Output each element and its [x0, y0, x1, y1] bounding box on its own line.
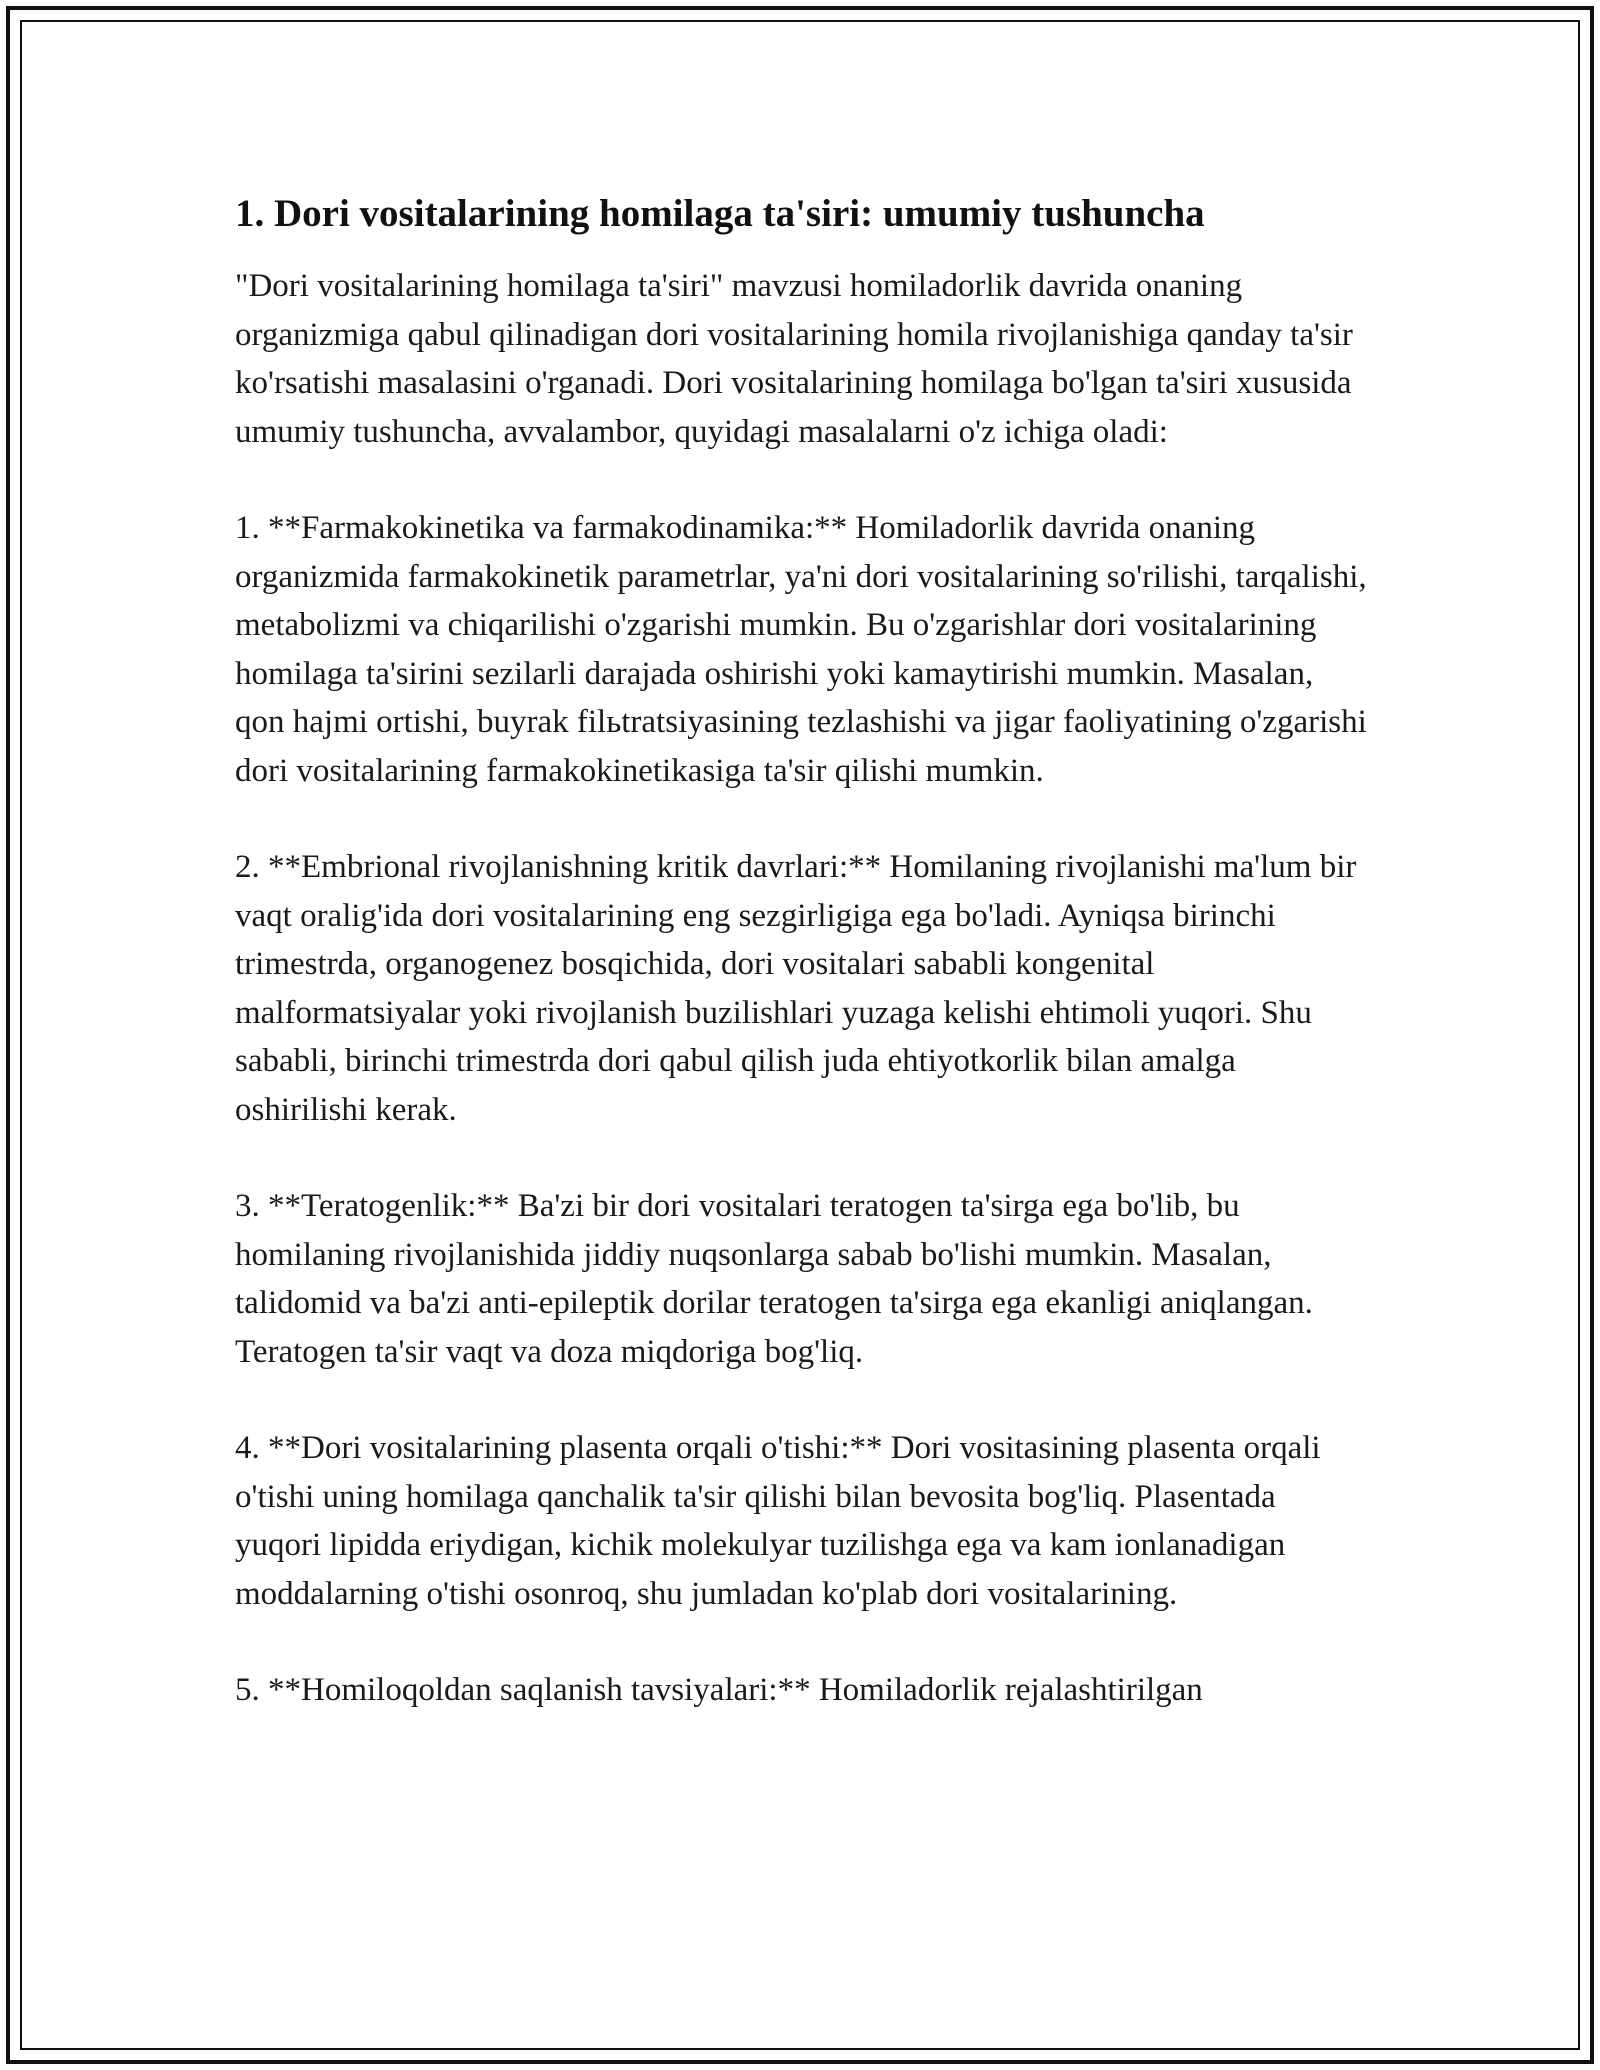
intro-paragraph: "Dori vositalarining homilaga ta'siri" mavzusi homiladorlik davrida onaning organizmiga qabul qilinadigan dori vositalarining homila rivojlanishiga qanday ta'sir ko'rsatishi masalasini o'rganadi. Dori vositalarining homilaga bo'lgan ta'siri xususida umumiy tushuncha, avvalambor, quyidagi masalalarni o'z ichiga oladi:	[235, 268, 1353, 450]
paragraph-critical-periods: 2. **Embrional rivojlanishning kritik davrlari:** Homilaning rivojlanishi ma'lum bir vaqt oralig'ida dori vositalarining eng sezgirligiga ega bo'ladi. Ayniqsa birinchi trimestrda, organogenez bosqichida, dori vositalari sababli kongenital malformatsiyalar yoki rivojlanish buzilishlari yuzaga kelishi ehtimoli yuqori. Shu sababli, birinchi trimestrda dori qabul qilish juda ehtiyotkorlik bilan amalga oshirilishi kerak.	[235, 849, 1357, 1128]
section-heading: 1. Dori vositalarining homilaga ta'siri: umumiy tushuncha	[235, 192, 1205, 235]
paragraph-teratogenicity: 3. **Teratogenlik:** Ba'zi bir dori vositalari teratogen ta'sirga ega bo'lib, bu homilaning rivojlanishida jiddiy nuqsonlarga sabab bo'lishi mumkin. Masalan, talidomid va ba'zi anti-epileptik dorilar teratogen ta'sirga ega ekanligi aniqlangan. Teratogen ta'sir vaqt va doza miqdoriga bog'liq.	[235, 1188, 1313, 1370]
paragraph-pharmacokinetics: 1. **Farmakokinetika va farmakodinamika:** Homiladorlik davrida onaning organizmida farmakokinetik parametrlar, ya'ni dori vositalarining so'rilishi, tarqalishi, metabolizmi va chiqarilishi o'zgarishi mumkin. Bu o'zgarishlar dori vositalarining homilaga ta'sirini sezilarli darajada oshirishi yoki kamaytirishi mumkin. Masalan, qon hajmi ortishi, buyrak filьtratsiyasining tezlashishi va jigar faoliyatining o'zgarishi dori vositalarining farmakokinetikasiga ta'sir qilishi mumkin.	[235, 510, 1367, 789]
paragraph-recommendations: 5. **Homiloqoldan saqlanish tavsiyalari:** Homiladorlik rejalashtirilgan	[235, 1672, 1203, 1708]
document-body	[235, 188, 1370, 1763]
paragraph-placental-transfer: 4. **Dori vositalarining plasenta orqali o'tishi:** Dori vositasining plasenta orqali o'tishi uning homilaga qanchalik ta'sir qilishi bilan bevosita bog'liq. Plasentada yuqori lipidda eriydigan, kichik molekulyar tuzilishga ega va kam ionlanadigan moddalarning o'tishi osonroq, shu jumladan ko'plab dori vositalarining.	[235, 1430, 1321, 1612]
